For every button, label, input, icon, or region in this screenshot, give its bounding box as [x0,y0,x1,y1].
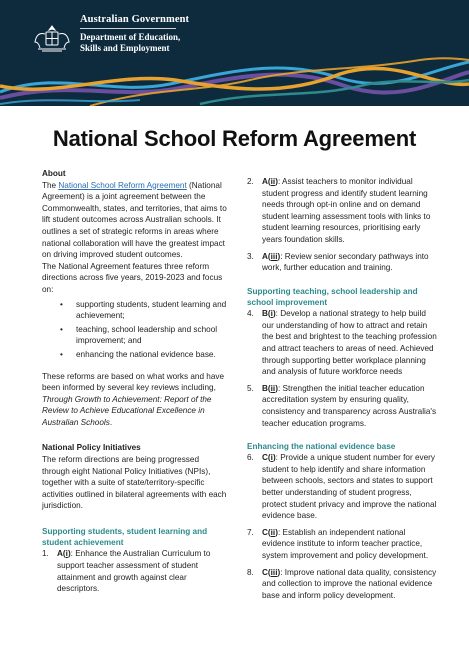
about-p1-suffix: (National Agreement) is a joint agreement between the Commonwealth, states, and territories, that aims to lift student outcomes across Australian schools. It outlines a set of strategic reforms in areas where national collaboration will have the greatest impact on driving improved student outcomes. [42,180,227,260]
list-item [247,452,437,522]
npi-paragraph: The reform directions are being progressed through eight National Policy Initiatives (NPIs), together with a suite of state/territory-specific activities outlined in bilateral agreements with each jurisdiction. [42,455,227,511]
section-b-list [247,308,437,429]
about-p1-prefix: The [42,180,59,190]
item-number: 4. [247,309,254,319]
item-code: B(i) [262,309,276,319]
item-text: : Develop a national strategy to help build our understanding of how to attract and retain the best and brightest to the teaching profession and attract teachers to areas of need. Achieved through supporting better workplace planning and analysis of future workforce needs [262,309,437,377]
item-code-roman: i [65,549,68,559]
section-a-list-continued [247,176,437,274]
about-p3-prefix: These reforms are based on what works and have been informed by several key reviews including, [42,371,225,393]
reform-directions-list [42,299,227,361]
item-number: 3. [247,251,254,261]
about-paragraph-1 [42,180,227,261]
item-number: 6. [247,453,254,463]
npi-heading: National Policy Initiatives [42,443,141,453]
item-code: B(ii) [262,383,278,393]
item-code: A(iii) [262,251,281,261]
item-code: C(ii) [262,527,278,537]
list-item-text: supporting students, student learning and achievement; [76,299,227,321]
page-title: National School Reform Agreement [52,126,417,151]
item-number: 1. [42,549,49,559]
item-number: 5. [247,383,254,393]
review-report-title: Through Growth to Achievement: Report of the Review to Achieve Educational Excellence in Australian Schools [42,394,212,427]
item-code-roman: ii [270,383,276,393]
item-text: : Provide a unique student number for every student to help identify and share information between schools, sectors and states to support better understanding of student progress, protect student privacy and improve the national evidence base. [262,453,437,521]
item-code-letter: C [262,453,268,463]
item-number: 7. [247,527,254,537]
item-text: : Assist teachers to monitor individual student progress and identify student learning needs through opt-in online and on demand student learning assessment tools with links to student learning resources, prioritising early years foundation skills. [262,177,431,244]
item-code-roman: ii [270,527,276,537]
about-heading: About [42,169,66,178]
list-item [247,383,437,429]
item-text: : Establish an independent national evidence institute to inform teacher practice, system improvement and policy development. [262,527,429,561]
list-item [247,308,437,378]
item-code-letter: A [57,549,63,559]
right-column [247,176,437,601]
section-a-heading: Supporting students, student learning and student achievement [42,527,208,548]
item-text: : Review senior secondary pathways into work, further education and training. [262,251,429,273]
item-text: : Strengthen the initial teacher education accreditation system by ensuring quality, consistency and transparency across Australia's teacher education programs. [262,383,437,428]
government-name: Australian Government [80,14,190,25]
about-p3-suffix: . [109,417,113,427]
department-line-1: Department of Education, [80,32,181,42]
bullet-icon: • [60,324,63,334]
list-item [247,527,437,562]
item-code-letter: A [262,251,268,261]
item-code-roman: i [270,453,273,463]
list-item-text: teaching, school leadership and school improvement; and [76,324,218,346]
section-b-heading: Supporting teaching, school leadership and school improvement [247,286,418,307]
item-code-letter: B [262,383,268,393]
item-code: A(ii) [262,177,278,186]
list-item-text: enhancing the national evidence base. [76,349,216,359]
item-text: : Improve national data quality, consistency and collection to improve the national evidence base and inform policy development. [262,567,437,600]
list-item [42,349,227,361]
list-item [42,299,227,322]
item-code-roman: ii [270,177,276,186]
list-item [42,324,227,347]
item-code-letter: C [262,567,268,577]
section-c-heading: Enhancing the national evidence base [247,442,396,452]
item-text: : Enhance the Australian Curriculum to support teacher assessment of student attainment and growth against clear descriptors. [57,549,211,594]
section-c-list [247,452,437,601]
list-item [42,548,227,594]
item-code-letter: B [262,309,268,319]
coat-of-arms-icon [30,22,74,56]
about-paragraph-3 [42,371,227,429]
item-code-roman: i [270,309,273,319]
national-agreement-link[interactable]: National School Reform Agreement [58,180,187,190]
bullet-icon: • [60,299,63,309]
bullet-icon: • [60,349,63,359]
department-name [80,32,220,54]
item-code-letter: A [262,177,268,186]
item-code: A(i) [57,549,71,559]
item-code-letter: C [262,527,268,537]
list-item [247,176,437,246]
left-column [42,168,227,595]
header-divider [80,28,176,29]
header-banner [0,0,469,106]
section-a-list [42,548,227,594]
item-code-roman: iii [270,251,278,261]
list-item [247,567,437,602]
item-code: C(i) [262,453,276,463]
about-paragraph-2: The National Agreement features three reform directions across five years, 2019-2023 and focus on: [42,261,223,294]
item-number: 2. [247,177,254,186]
item-code: C(iii) [262,567,281,577]
item-number: 8. [247,567,254,577]
department-line-2: Skills and Employment [80,43,170,53]
item-code-roman: iii [270,567,278,577]
list-item [247,251,437,274]
